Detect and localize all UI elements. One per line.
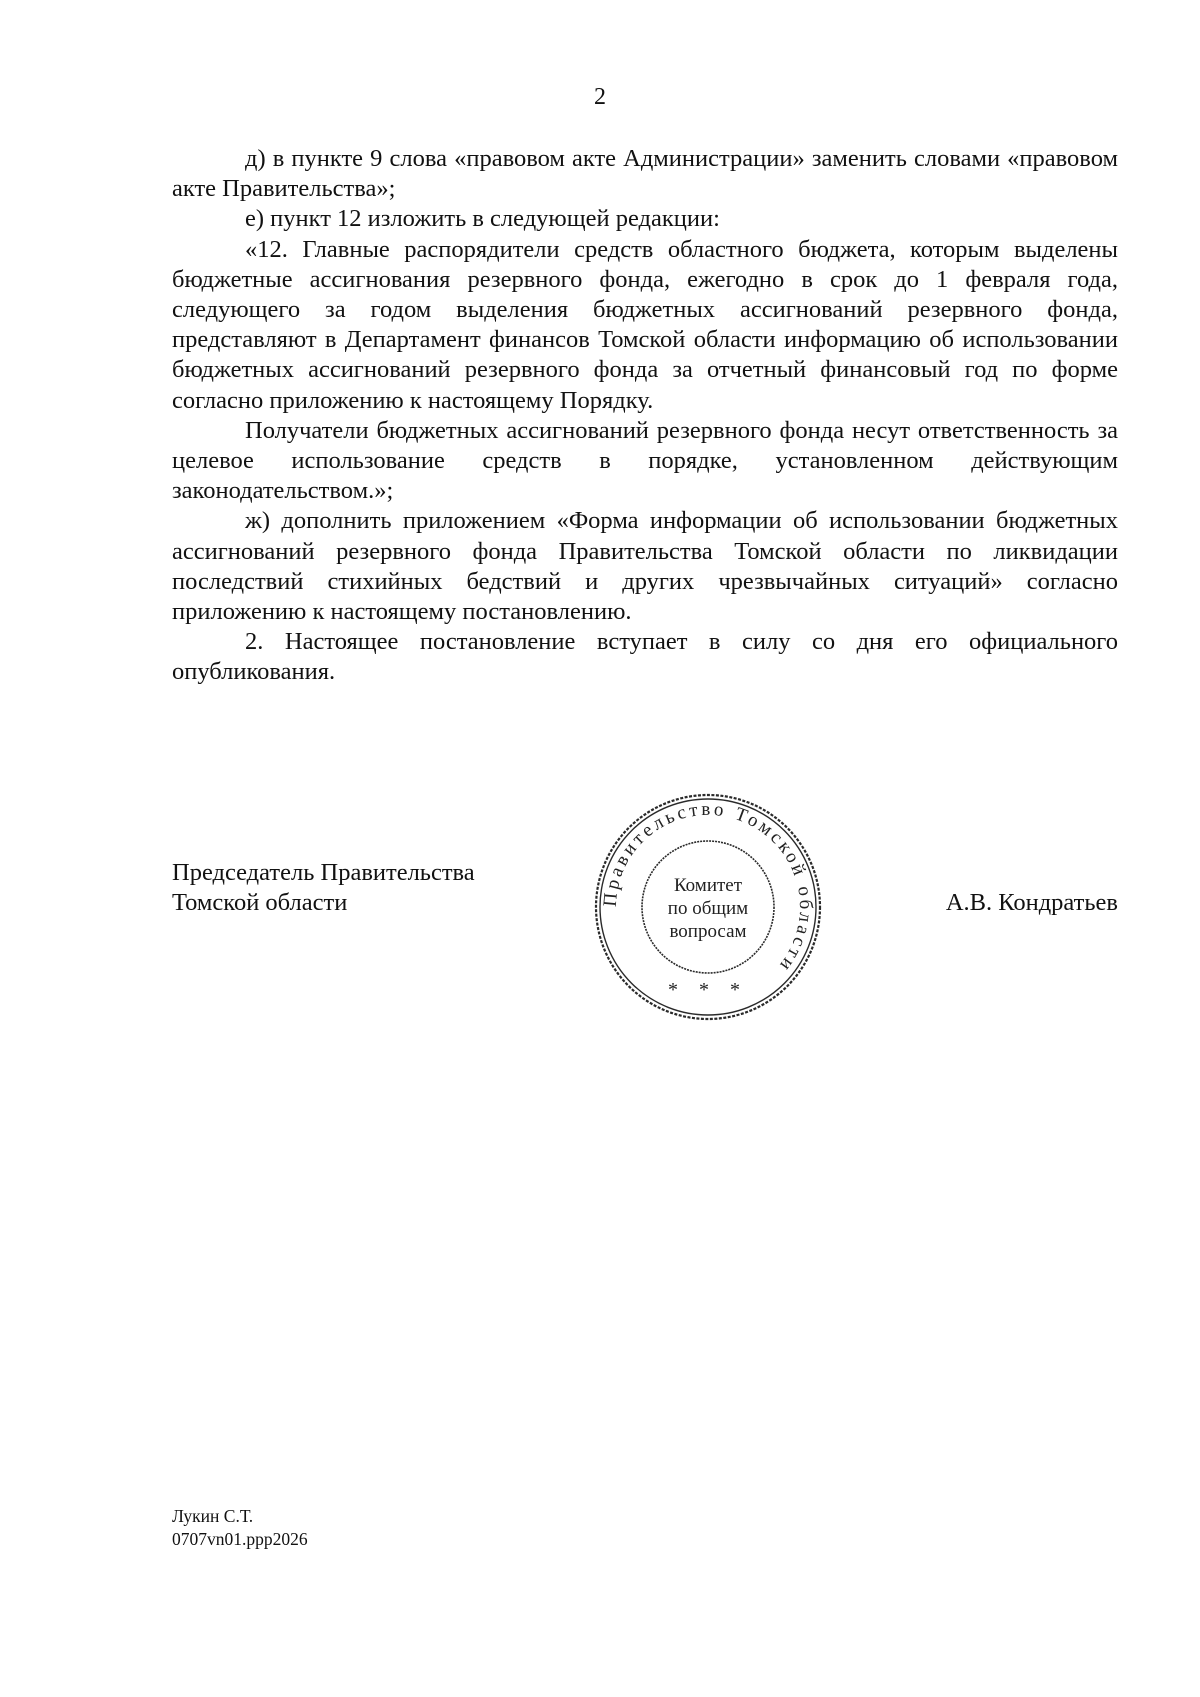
signatory-title-line-1: Председатель Правительства (172, 859, 475, 886)
official-stamp (591, 790, 825, 1024)
paragraph-e: е) пункт 12 изложить в следующей редакции: (245, 205, 720, 233)
stamp-center-line-2: по общим (667, 898, 749, 919)
stamp-center-line-1: Комитет (673, 875, 743, 896)
page-number: 2 (594, 84, 606, 110)
footer-executor (172, 1505, 308, 1551)
paragraph-zh: ж) дополнить приложением «Форма информации об использовании бюджетных ассигнований резервного фонда Правительства Томской области по ликвидации последствий стихийных бедствий и других чрезвычайных ситуаций» согласно приложению к настоящему постановлению. (172, 507, 1118, 626)
paragraph-item-12: «12. Главные распорядители средств областного бюджета, которым выделены бюджетные ассигнования резервного фонда, ежегодно в срок до 1 февраля года, следующего за годом выделения бюджетных ассигнований резервного фонда, представляют в Департамент финансов Томской области информацию об использовании бюджетных ассигнований резервного фонда за отчетный финансовый год по форме согласно приложению к настоящему Порядку. (172, 235, 1118, 414)
stamp-center-line-3: вопросам (669, 921, 747, 942)
paragraph-d: д) в пункте 9 слова «правовом акте Администрации» заменить словами «правовом акте Правительства»; (172, 145, 1118, 203)
signatory-name: А.В. Кондратьев (945, 889, 1118, 916)
signatory-title-line-2: Томской области (172, 889, 348, 917)
signatory-title (172, 858, 572, 918)
footer-doc-code: 0707vn01.ppp2026 (172, 1529, 308, 1549)
document-body (172, 144, 1118, 688)
stamp-stars: * * * (668, 979, 748, 1001)
paragraph-recipients: Получатели бюджетных ассигнований резервного фонда несут ответственность за целевое использование средств в порядке, установленном действующим законодательством.»; (172, 416, 1118, 505)
paragraph-effective: 2. Настоящее постановление вступает в силу со дня его официального опубликования. (172, 628, 1118, 686)
stamp-graphic (591, 790, 825, 1024)
footer-author: Лукин С.Т. (172, 1506, 254, 1526)
stamp-ring-text: Правительство Томской области (599, 798, 817, 978)
